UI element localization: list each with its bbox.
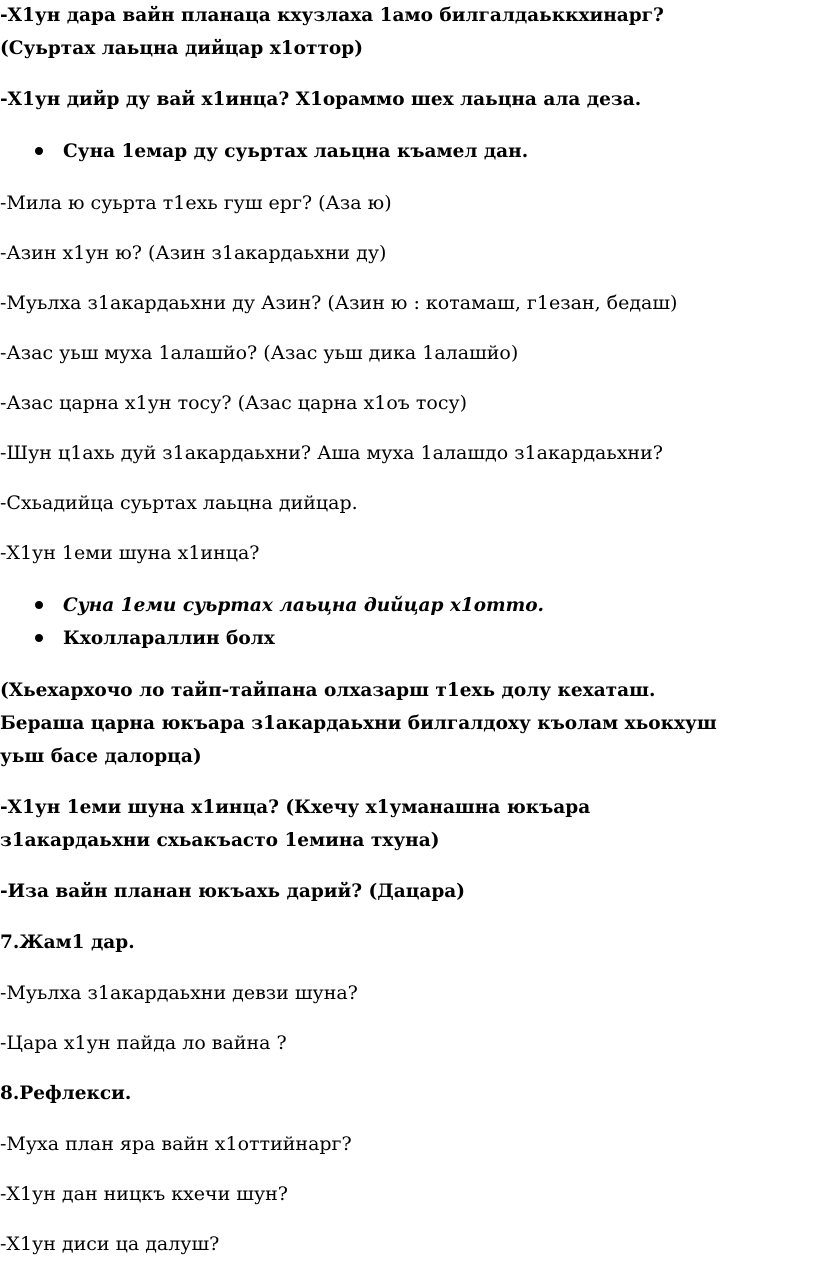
line-question: -Шун ц1ахь дуй з1акардаьхни? Аша муха 1алашдо з1акардаьхни? — [0, 442, 663, 464]
bullet-icon — [35, 147, 43, 155]
line-question: -Муьлха з1акардаьхни ду Азин? (Азин ю : котамаш, г1езан, бедаш) — [0, 292, 678, 314]
line-teacher-note: (Хьехархочо ло тайп-тайпана олхазарш т1ехь долу кехаташ. — [0, 680, 656, 701]
line-teacher-note: уьш басе далорца) — [0, 746, 202, 767]
bullet-label: Кхоллараллин болх — [63, 628, 275, 649]
line-question: -Азин х1ун ю? (Азин з1акардаьхни ду) — [0, 242, 387, 264]
line-question: -Цара х1ун пайда ло вайна ? — [0, 1032, 287, 1054]
line-question: -Схьадийца суьртах лаьцна дийцар. — [0, 492, 358, 514]
line-question: -Муьлха з1акардаьхни девзи шуна? — [0, 982, 358, 1004]
bullet-label: Суна 1емар ду суьртах лаьцна къамел дан. — [63, 141, 529, 162]
bullet-item-2 — [35, 594, 544, 618]
section-heading-summary: 7.Жам1 дар. — [0, 932, 135, 953]
bullet-item-1 — [35, 140, 528, 164]
line-teacher-note: Бераша царна юкъара з1акардаьхни билгалдоху къолам хьокхуш — [0, 713, 717, 734]
line-question: -Х1ун 1еми шуна х1инца? (Кхечу х1уманашна юкъара — [0, 797, 591, 818]
line-question: -Х1ун 1еми шуна х1инца? — [0, 542, 260, 564]
line-question-plan: -Х1ун дара вайн планаца кхузлаха 1амо билгалдаьккхинарг? — [0, 5, 664, 26]
section-heading-reflection: 8.Рефлекси. — [0, 1083, 132, 1104]
bullet-icon — [35, 601, 43, 609]
line-question: -Х1ун дан ницкъ кхечи шун? — [0, 1183, 288, 1205]
bullet-icon — [35, 634, 43, 642]
line-question: -Иза вайн планан юкъахь дарий? (Дацара) — [0, 881, 466, 902]
line-question: -Азас царна х1ун тосу? (Азас царна х1оъ тосу) — [0, 392, 468, 414]
line-question: -Муха план яра вайн х1оттийнарг? — [0, 1133, 352, 1155]
line-what-now: -Х1ун дийр ду вай х1инца? Х1ораммо шех лаьцна ала деза. — [0, 89, 642, 110]
line-question: -Мила ю суьрта т1ехь гуш ерг? (Аза ю) — [0, 192, 392, 214]
line-question: -Х1ун диси ца далуш? — [0, 1233, 220, 1255]
line-story-note: (Суьртах лаьцна дийцар х1оттор) — [0, 38, 363, 59]
bullet-item-3 — [35, 627, 275, 651]
bullet-label: Суна 1еми суьртах лаьцна дийцар х1отто. — [63, 595, 544, 616]
line-question: з1акардаьхни схьакъасто 1емина тхуна) — [0, 830, 440, 851]
line-question: -Азас уьш муха 1алашйо? (Азас уьш дика 1алашйо) — [0, 342, 519, 364]
